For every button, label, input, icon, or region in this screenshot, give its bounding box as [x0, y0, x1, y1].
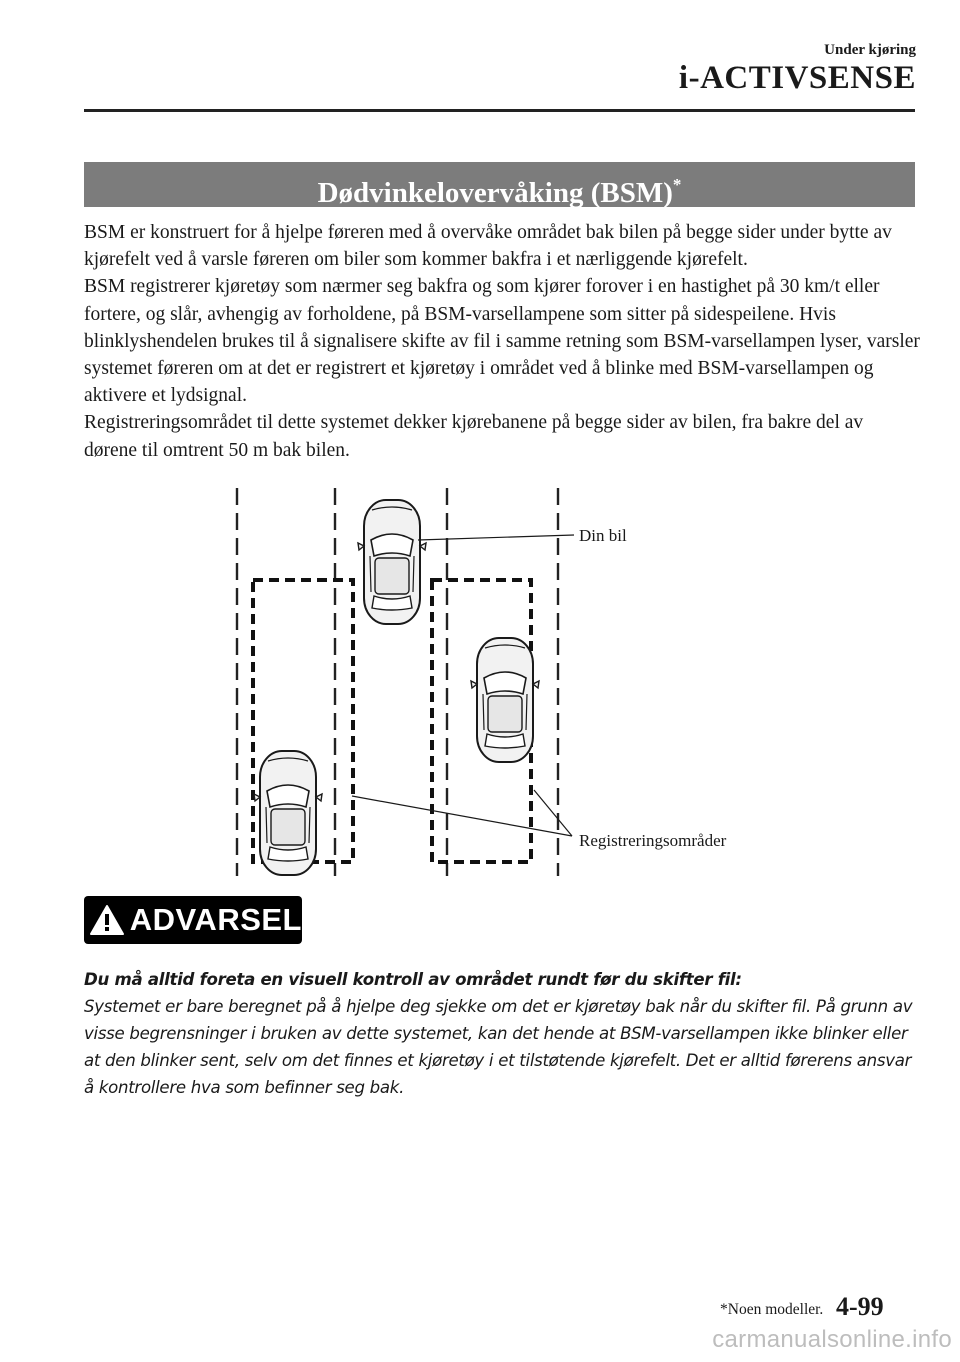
footnote: *Noen modeller.	[720, 1301, 824, 1318]
vehicle-left-lane-icon	[254, 751, 322, 875]
warning-body	[84, 966, 920, 1101]
chapter-title: i-ACTIVSENSE	[678, 60, 916, 96]
bsm-detection-diagram	[0, 478, 960, 888]
body-paragraph: BSM er konstruert for å hjelpe føreren med å overvåke området bak bilen på begge sider under bytte av kjørefelt ved å varsle føreren om biler som kommer bakfra i et nærliggende kjørefelt.	[84, 222, 892, 271]
own-car-label: Din bil	[579, 526, 627, 545]
warning-badge-label: ADVARSEL	[129, 902, 302, 937]
watermark: carmanualsonline.info	[712, 1326, 952, 1353]
section-title: Under kjøring	[824, 42, 916, 58]
body-paragraph: BSM registrerer kjøretøy som nærmer seg bakfra og som kjører forover i en hastighet på 30 km/t eller fortere, og slår, avhengig av forholdene, på BSM-varsellampene som sitter på sidespeilene. Hvis blinklyshendelen brukes til å signalisere skifte av fil i samme retning som BSM-varsellampen lyser, varsler systemet føreren om at det er registrert et kjøretøy i området ved å blinke med BSM-varsellampen og aktivere et lydsignal.	[84, 276, 920, 407]
body-text	[84, 219, 920, 464]
warning-heading: Du må alltid foreta en visuell kontroll av området rundt før du skifter fil:	[84, 970, 742, 989]
body-paragraph: Registreringsområdet til dette systemet dekker kjørebanene på begge sider av bilen, fra bakre del av dørene til omtrent 50 m bak bilen.	[84, 412, 864, 461]
optional-equipment-marker: *	[672, 175, 682, 194]
header-divider	[84, 109, 915, 112]
page-number: 4-99	[836, 1292, 884, 1321]
warning-badge	[84, 896, 302, 944]
detection-areas-label: Registreringsområder	[579, 831, 727, 850]
warning-triangle-icon	[84, 896, 130, 944]
own-car-icon	[358, 500, 426, 624]
page-title	[84, 162, 915, 207]
warning-paragraph: Systemet er bare beregnet på å hjelpe deg sjekke om det er kjøretøy bak når du skifter fil. På grunn av visse begrensninger i bruken av dette systemet, kan det hende at BSM-varsellampen ikke blinker eller at den blinker sent, selv om det finnes et kjøretøy i et tilstøtende kjørefelt. Det er alltid førerens ansvar å kontrollere hva som befinner seg bak.	[84, 997, 913, 1097]
page-title-text: Dødvinkelovervåking (BSM)	[317, 177, 673, 209]
vehicle-right-lane-icon	[471, 638, 539, 762]
